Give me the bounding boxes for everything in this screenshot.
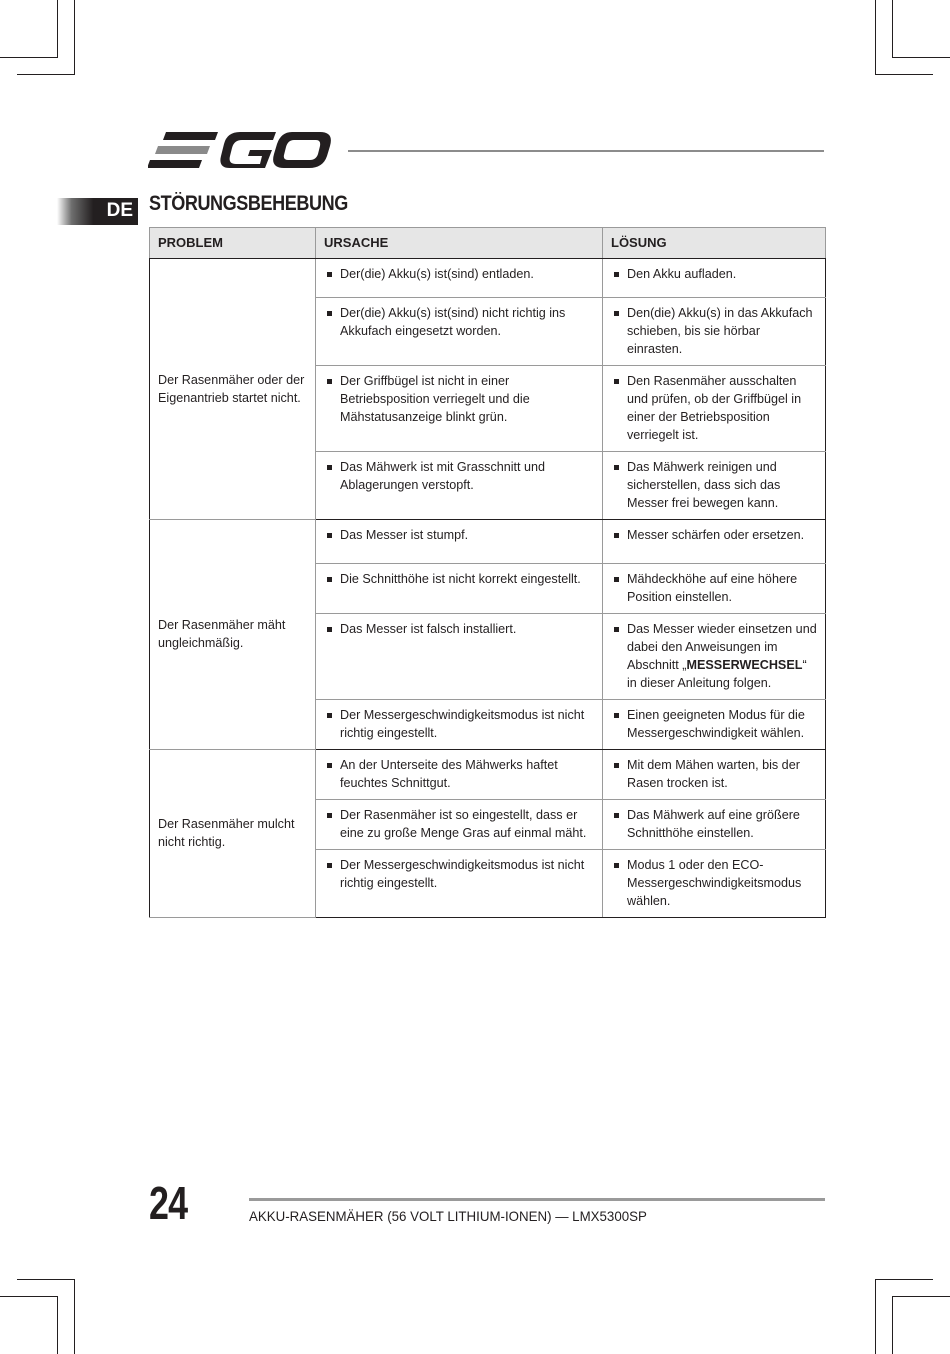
- page-number: 24: [149, 1177, 188, 1229]
- solution-cell: [603, 564, 826, 614]
- cause-cell: [316, 259, 603, 298]
- cause-cell: [316, 298, 603, 366]
- ego-logo: [148, 128, 332, 174]
- solution-cell: [603, 366, 826, 452]
- cause-cell: [316, 750, 603, 800]
- solution-text: Messer schärfen oder ersetzen.: [611, 526, 817, 544]
- crop-mark: [892, 57, 950, 58]
- solution-text: [611, 620, 817, 692]
- cause-text: Der Messergeschwindigkeitsmodus ist nicht richtig eingestellt.: [324, 856, 594, 892]
- header-problem: PROBLEM: [150, 228, 316, 259]
- solution-text: Einen geeigneten Modus für die Messergeschwindigkeit wählen.: [611, 706, 817, 742]
- cause-text: An der Unterseite des Mähwerks haftet feuchtes Schnittgut.: [324, 756, 594, 792]
- solution-text-post: “ in dieser Anleitung folgen.: [627, 658, 807, 690]
- cause-cell: [316, 700, 603, 750]
- language-tab-label: DE: [106, 200, 133, 221]
- footer-rule: [249, 1198, 825, 1201]
- section-title: STÖRUNGSBEHEBUNG: [149, 192, 348, 215]
- crop-mark: [17, 74, 75, 75]
- problem-cell: Der Rasenmäher mulcht nicht richtig.: [150, 750, 316, 918]
- header-cause: URSACHE: [316, 228, 603, 259]
- cause-text: Der Messergeschwindigkeitsmodus ist nicht richtig eingestellt.: [324, 706, 594, 742]
- table-header-row: [150, 228, 826, 259]
- crop-mark: [875, 0, 876, 75]
- solution-cell: [603, 614, 826, 700]
- cause-text: Die Schnitthöhe ist nicht korrekt eingestellt.: [324, 570, 594, 588]
- cause-text: Das Messer ist falsch installiert.: [324, 620, 594, 638]
- problem-cell: Der Rasenmäher oder der Eigenantrieb startet nicht.: [150, 259, 316, 520]
- crop-mark: [892, 1296, 950, 1297]
- language-tab: [57, 198, 138, 225]
- table-row: [150, 750, 826, 800]
- cause-cell: [316, 850, 603, 918]
- cause-text: Das Mähwerk ist mit Grasschnitt und Ablagerungen verstopft.: [324, 458, 594, 494]
- solution-cell: [603, 520, 826, 564]
- solution-text: Das Mähwerk reinigen und sicherstellen, dass sich das Messer frei bewegen kann.: [611, 458, 817, 512]
- cause-text: Der Rasenmäher ist so eingestellt, dass er eine zu große Menge Gras auf einmal mäht.: [324, 806, 594, 842]
- solution-text: Das Mähwerk auf eine größere Schnitthöhe einstellen.: [611, 806, 817, 842]
- crop-mark: [74, 1279, 75, 1354]
- solution-cell: [603, 800, 826, 850]
- solution-cell: [603, 259, 826, 298]
- problem-cell: Der Rasenmäher mäht ungleichmäßig.: [150, 520, 316, 750]
- cause-cell: [316, 564, 603, 614]
- crop-mark: [57, 1296, 58, 1354]
- solution-cell: [603, 850, 826, 918]
- crop-mark: [892, 1296, 893, 1354]
- crop-mark: [875, 74, 933, 75]
- crop-mark: [0, 1296, 58, 1297]
- solution-text: Modus 1 oder den ECO-Messergeschwindigkeitsmodus wählen.: [611, 856, 817, 910]
- solution-cell: [603, 452, 826, 520]
- cause-text: Das Messer ist stumpf.: [324, 526, 594, 544]
- table-row: [150, 520, 826, 564]
- section-reference: MESSERWECHSEL: [686, 658, 803, 672]
- cause-cell: [316, 366, 603, 452]
- crop-mark: [875, 1279, 876, 1354]
- solution-text: Den(die) Akku(s) in das Akkufach schieben, bis sie hörbar einrasten.: [611, 304, 817, 358]
- header-rule: [348, 150, 824, 152]
- cause-cell: [316, 452, 603, 520]
- crop-mark: [892, 0, 893, 58]
- solution-text: Den Rasenmäher ausschalten und prüfen, ob der Griffbügel in einer der Betriebsposition verriegelt ist.: [611, 372, 817, 444]
- crop-mark: [17, 1279, 75, 1280]
- cause-text: Der Griffbügel ist nicht in einer Betriebsposition verriegelt und die Mähstatusanzeige blinkt grün.: [324, 372, 594, 426]
- document-title: AKKU-RASENMÄHER (56 VOLT LITHIUM-IONEN) — LMX5300SP: [249, 1208, 647, 1224]
- cause-cell: [316, 800, 603, 850]
- solution-text: Den Akku aufladen.: [611, 265, 817, 283]
- cause-text: Der(die) Akku(s) ist(sind) nicht richtig ins Akkufach eingesetzt worden.: [324, 304, 594, 340]
- cause-cell: [316, 520, 603, 564]
- header-solution: LÖSUNG: [603, 228, 826, 259]
- solution-text-pre: Das Messer wieder einsetzen und dabei den Anweisungen im Abschnitt „: [627, 622, 817, 672]
- troubleshooting-table: [149, 227, 826, 918]
- solution-cell: [603, 750, 826, 800]
- solution-cell: [603, 700, 826, 750]
- solution-cell: [603, 298, 826, 366]
- cause-text: Der(die) Akku(s) ist(sind) entladen.: [324, 265, 594, 283]
- crop-mark: [875, 1279, 933, 1280]
- crop-mark: [74, 0, 75, 75]
- crop-mark: [0, 57, 58, 58]
- table-row: [150, 259, 826, 298]
- solution-text: Mit dem Mähen warten, bis der Rasen trocken ist.: [611, 756, 817, 792]
- crop-mark: [57, 0, 58, 58]
- solution-text: Mähdeckhöhe auf eine höhere Position einstellen.: [611, 570, 817, 606]
- cause-cell: [316, 614, 603, 700]
- ego-logo-icon: [148, 128, 332, 174]
